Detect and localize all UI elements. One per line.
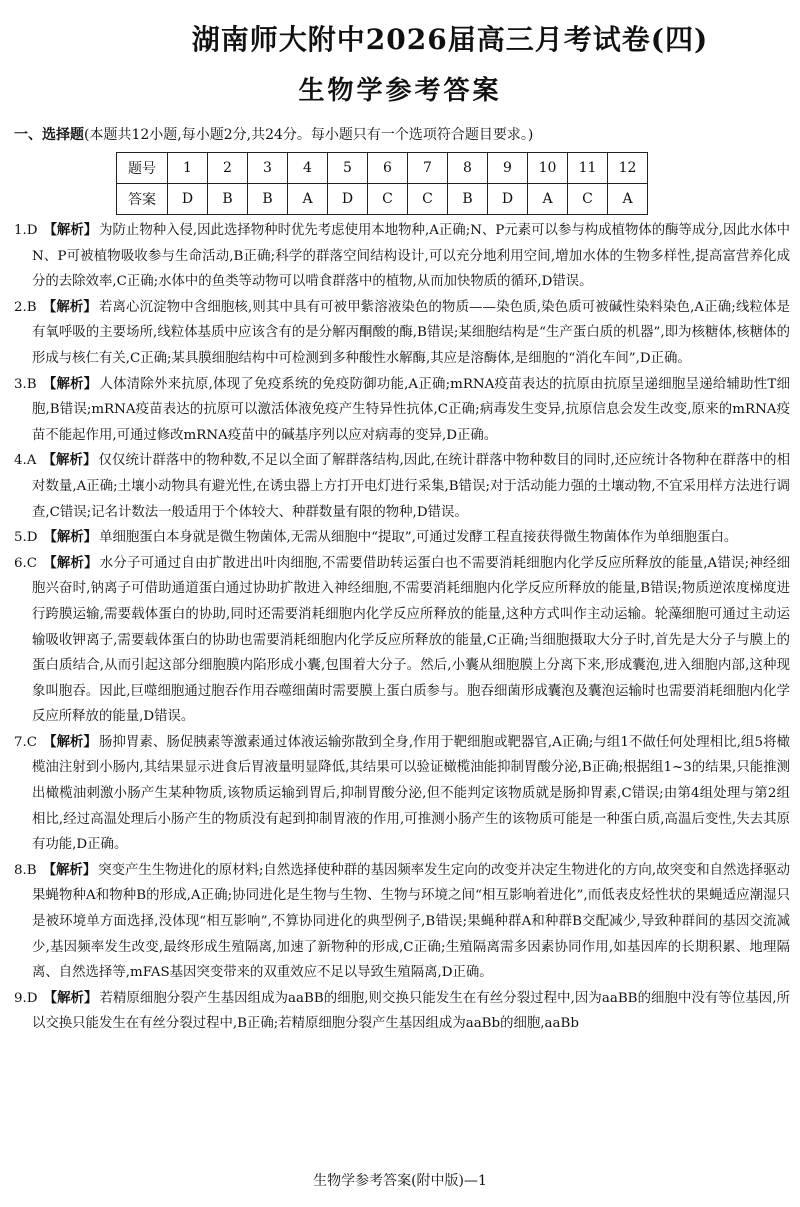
question-list (14, 218, 790, 1037)
page-title: 湖南师大附中2026届高三月考试卷(四) (191, 23, 709, 56)
section-heading (14, 124, 533, 144)
answer-cell: B (448, 184, 488, 215)
analysis-tag: 【解析】 (43, 529, 98, 546)
analysis-tag: 【解析】 (43, 554, 98, 571)
question-explanation (14, 730, 790, 858)
question-number-cell: 10 (528, 153, 568, 184)
answer-cell: C (368, 184, 408, 215)
question-number-cell: 2 (208, 153, 248, 184)
analysis-tag: 【解析】 (42, 298, 97, 315)
answer-cell: D (168, 184, 208, 215)
question-number-cell: 11 (568, 153, 608, 184)
answer-cell: C (568, 184, 608, 215)
explanation-text: 单细胞蛋白本身就是微生物菌体,无需从细胞中“提取”,可通过发酵工程直接获得微生物菌体作为单细胞蛋白。 (99, 530, 738, 546)
question-explanation (14, 551, 790, 730)
page-footer: 生物学参考答案(附中版)—1 (313, 1173, 487, 1189)
question-number-cell: 12 (608, 153, 648, 184)
explanation-text: 若离心沉淀物中含细胞核,则其中具有可被甲紫溶液染色的物质——染色质,染色质可被碱性染料染色,A正确;线粒体是有氧呼吸的主要场所,线粒体基质中应该含有的是分解丙酮酸的酶,B错误;某细胞结构是“生产蛋白质的机器”,即为核糖体,核糖体的形成与核仁有关,C正确;某具膜细胞结构中可检测到多种酸性水解酶,其应是溶酶体,是细胞的“消化车间”,D正确。 (32, 299, 790, 366)
answer-cell: A (608, 184, 648, 215)
question-explanation (14, 372, 790, 449)
question-number: 6.C (14, 555, 38, 571)
question-explanation (14, 525, 790, 551)
analysis-tag: 【解析】 (43, 733, 97, 750)
question-number: 1.D (14, 223, 38, 238)
answer-cell: C (408, 184, 448, 215)
answer-table-number-row (117, 153, 648, 184)
question-number: 8.B (14, 862, 37, 878)
section-note: (本题共12小题,每小题2分,共24分。每小题只有一个选项符合题目要求。) (84, 127, 534, 143)
explanation-text: 仅仅统计群落中的物种数,不足以全面了解群落结构,因此,在统计群落中物种数目的同时,还应统计各物种在群落中的相对数量,A正确;土壤小动物具有避光性,在诱虫器上方打开电灯进行采集,B错误;对于活动能力强的土壤动物,不宜采用样方法进行调查,C错误;记名计数法一般适用于个体较大、种群数量有限的物种,D错误。 (32, 453, 790, 520)
question-number: 2.B (14, 299, 37, 315)
question-number: 3.B (14, 376, 37, 392)
question-number-cell: 8 (448, 153, 488, 184)
question-number-cell: 3 (248, 153, 288, 184)
question-number: 4.A (14, 453, 37, 469)
answer-table (116, 152, 648, 215)
section-label: 一、选择题 (14, 127, 84, 143)
answer-cell: B (248, 184, 288, 215)
question-number-cell: 1 (168, 153, 208, 184)
explanation-text: 突变产生生物进化的原材料;自然选择使种群的基因频率发生定向的改变并决定生物进化的方向,故突变和自然选择驱动果蝇物种A和物种B的形成,A正确;协同进化是生物与生物、生物与环境之间“相互影响着进化”,而低表皮烃性状的果蝇适应潮湿只是被环境单方面选择,没体现“相互影响”,不算协同进化的典型例子,B错误;果蝇种群A和种群B交配减少,导致种群间的基因交流减少,基因频率发生改变,最终形成生殖隔离,加速了新物种的形成,C正确;生殖隔离需多因素协同作用,如基因库的长期积累、地理隔离、自然选择等,mFAS基因突变带来的双重效应不足以导致生殖隔离,D正确。 (32, 862, 791, 981)
analysis-tag: 【解析】 (43, 989, 98, 1006)
question-explanation (14, 986, 790, 1037)
explanation-text: 肠抑胃素、肠促胰素等激素通过体液运输弥散到全身,作用于靶细胞或靶器官,A正确;与组1不做任何处理相比,组5将橄榄油注射到小肠内,其结果显示进食后胃液量明显降低,其结果可以验证橄榄油能抑制胃酸分泌,B正确;根据组1~3的结果,只能推测出橄榄油刺激小肠产生某种物质,该物质运输到胃后,抑制胃酸分泌,但不能判定该物质就是肠抑胃素,C错误;由第4组处理与第2组相比,经过高温处理后小肠产生的物质没有起到抑制胃液的作用,可推测小肠产生的该物质可能是一种蛋白质,高温后变性,失去其原有功能,D正确。 (32, 734, 790, 853)
question-explanation (14, 448, 790, 525)
analysis-tag: 【解析】 (42, 452, 97, 469)
question-number: 7.C (14, 734, 38, 750)
answer-table-answer-row (117, 184, 648, 215)
analysis-tag: 【解析】 (42, 375, 98, 392)
answer-cell: B (208, 184, 248, 215)
explanation-text: 人体清除外来抗原,体现了免疫系统的免疫防御功能,A正确;mRNA疫苗表达的抗原由抗原呈递细胞呈递给辅助性T细胞,B错误;mRNA疫苗表达的抗原可以激活体液免疫产生特异性抗体,C正确;病毒发生变异,抗原信息会发生改变,原来的mRNA疫苗不能起作用,可通过修改mRNA疫苗中的碱基序列以应对病毒的变异,D正确。 (32, 376, 791, 443)
question-number: 9.D (14, 990, 38, 1006)
answer-row-label: 答案 (117, 184, 168, 215)
analysis-tag: 【解析】 (42, 861, 97, 878)
page-subtitle: 生物学参考答案 (298, 76, 502, 106)
question-number-cell: 7 (408, 153, 448, 184)
question-explanation (14, 295, 790, 372)
number-row-label: 题号 (117, 153, 168, 184)
question-explanation (14, 858, 790, 986)
question-explanation (14, 218, 790, 295)
explanation-text: 为防止物种入侵,因此选择物种时优先考虑使用本地物种,A正确;N、P元素可以参与构成植物体的酶等成分,因此水体中N、P可被植物吸收参与生命活动,B正确;科学的群落空间结构设计,可以充分地利用空间,增加水体的生物多样性,提高富营养化成分的去除效率,C正确;水体中的鱼类等动物可以啃食群落中的植物,从而加快物质的循环,D错误。 (32, 223, 790, 290)
question-number-cell: 5 (328, 153, 368, 184)
explanation-text: 若精原细胞分裂产生基因组成为aaBB的细胞,则交换只能发生在有丝分裂过程中,因为aaBB的细胞中没有等位基因,所以交换只能发生在有丝分裂过程中,B正确;若精原细胞分裂产生基因组成为aaBb的细胞,aaBb (32, 990, 791, 1032)
question-number-cell: 6 (368, 153, 408, 184)
answer-cell: D (328, 184, 368, 215)
question-number-cell: 4 (288, 153, 328, 184)
explanation-text: 水分子可通过自由扩散进出叶肉细胞,不需要借助转运蛋白也不需要消耗细胞内化学反应所释放的能量,A错误;神经细胞兴奋时,钠离子可借助通道蛋白通过协助扩散进入神经细胞,不需要消耗细胞内化学反应所释放的能量,B错误;物质逆浓度梯度进行跨膜运输,需要载体蛋白的协助,同时还需要消耗细胞内化学反应所释放的能量,这种方式叫作主动运输。轮藻细胞可通过主动运输吸收钾离子,需要载体蛋白的协助也需要消耗细胞内化学反应所释放的能量,C正确;当细胞摄取大分子时,首先是大分子与膜上的蛋白质结合,从而引起这部分细胞膜内陷形成小囊,包围着大分子。然后,小囊从细胞膜上分离下来,形成囊泡,进入细胞内部,这种现象叫胞吞。因此,巨噬细胞通过胞吞作用吞噬细菌时需要膜上蛋白质参与。胞吞细菌形成囊泡及囊泡运输时也需要消耗细胞内化学反应所释放的能量,D错误。 (32, 555, 790, 725)
analysis-tag: 【解析】 (43, 222, 98, 238)
question-number: 5.D (14, 530, 38, 546)
question-number-cell: 9 (488, 153, 528, 184)
answer-cell: A (288, 184, 328, 215)
answer-cell: A (528, 184, 568, 215)
answer-cell: D (488, 184, 528, 215)
